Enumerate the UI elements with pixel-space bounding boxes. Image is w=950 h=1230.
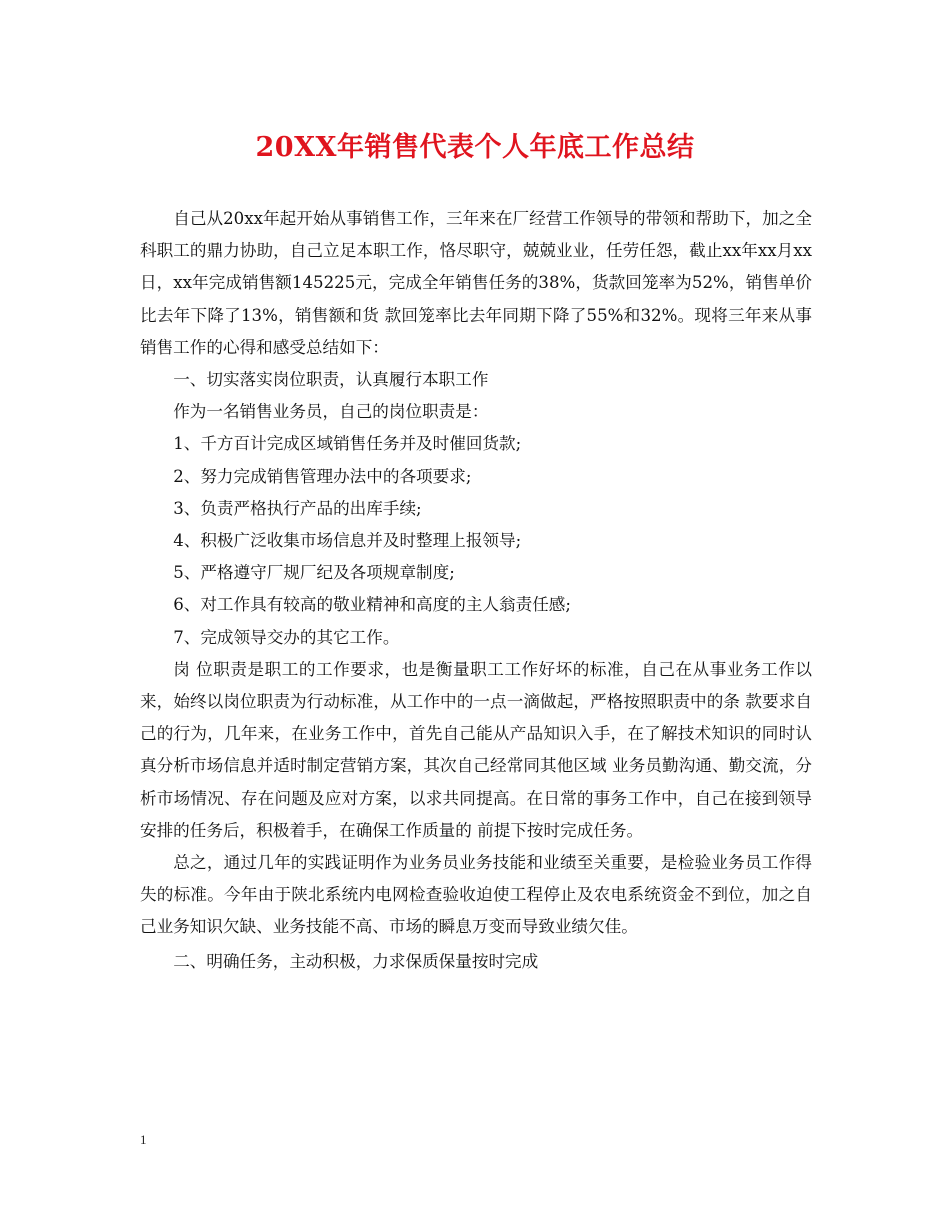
list-item-duty-4: 4、积极广泛收集市场信息并及时整理上报领导; bbox=[173, 531, 522, 551]
list-item-duty-1: 1、千方百计完成区域销售任务并及时催回货款; bbox=[173, 434, 522, 454]
section-heading-1: 一、切实落实岗位职责，认真履行本职工作 bbox=[173, 370, 489, 390]
document-title: 20XX年销售代表个人年底工作总结 bbox=[255, 132, 695, 163]
list-item-duty-2: 2、努力完成销售管理办法中的各项要求; bbox=[173, 466, 472, 486]
document-body bbox=[140, 203, 812, 978]
paragraph-duties-intro: 作为一名销售业务员，自己的岗位职责是： bbox=[173, 402, 489, 422]
paragraph-intro: 自己从20xx年起开始从事销售工作，三年来在厂经营工作领导的带领和帮助下，加之全科职工的鼎力协助，自己立足本职工作，恪尽职守，兢兢业业，任劳任怨，截止xx年xx月xx日，xx年完成销售额145225元，完成全年销售任务的38%，货款回笼率为52%，销售单价比去年下降了13%，销售额和货 款回笼率比去年同期下降了55%和32%。现将三年来从事销售工作的心得和感受总结如下： bbox=[140, 209, 812, 357]
list-item-duty-3: 3、负责严格执行产品的出库手续; bbox=[173, 498, 422, 518]
list-item-duty-5: 5、严格遵守厂规厂纪及各项规章制度; bbox=[173, 563, 455, 583]
list-item-duty-7: 7、完成领导交办的其它工作。 bbox=[173, 627, 400, 647]
paragraph-job-responsibility: 岗 位职责是职工的工作要求，也是衡量职工工作好坏的标准，自己在从事业务工作以来，始终以岗位职责为行动标准，从工作中的一点一滴做起，严格按照职责中的条 款要求自己的行为，几年来，在业务工作中，首先自己能从产品知识入手，在了解技术知识的同时认真分析市场信息并适时制定营销方案，其次自己经常同其他区域 业务员勤沟通、勤交流，分析市场情况、存在问题及应对方案，以求共同提高。在日常的事务工作中，自己在接到领导安排的任务后，积极着手，在确保工作质量的 前提下按时完成任务。 bbox=[140, 659, 812, 840]
section-heading-2: 二、明确任务，主动积极，力求保质保量按时完成 bbox=[173, 951, 539, 971]
paragraph-summary: 总之，通过几年的实践证明作为业务员业务技能和业绩至关重要，是检验业务员工作得失的标准。今年由于陕北系统内电网检查验收迫使工程停止及农电系统资金不到位，加之自己业务知识欠缺、业务技能不高、市场的瞬息万变而导致业绩欠佳。 bbox=[140, 853, 812, 937]
page-number: 1 bbox=[140, 1132, 147, 1147]
list-item-duty-6: 6、对工作具有较高的敬业精神和高度的主人翁责任感; bbox=[173, 595, 571, 615]
